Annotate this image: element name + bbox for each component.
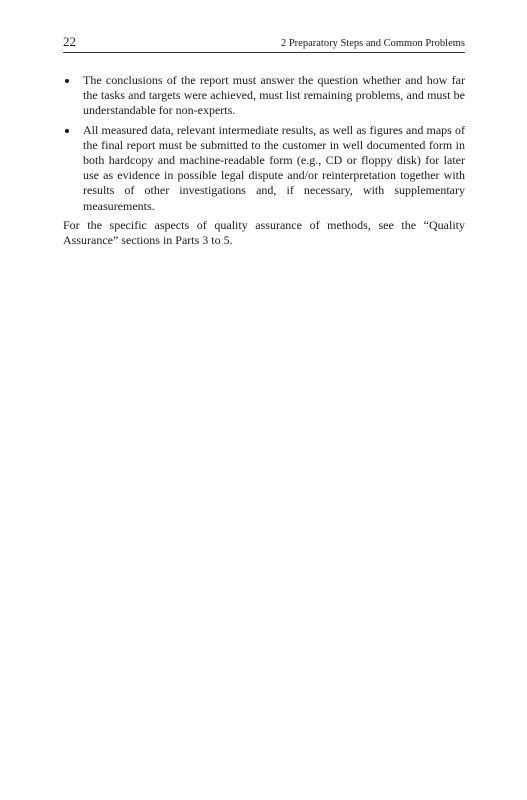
closing-paragraph: For the specific aspects of quality assurance of methods, see the “Quality Assurance” sections in Parts 3 to 5.	[63, 217, 465, 248]
bullet-item	[63, 123, 465, 214]
running-header	[63, 34, 465, 53]
bullet-text: The conclusions of the report must answer the question whether and how far the tasks and targets were achieved, must list remaining problems, and must be understandable for non-experts.	[83, 73, 465, 118]
bullet-icon	[65, 79, 69, 83]
page-number: 22	[63, 34, 76, 49]
book-page	[63, 34, 465, 248]
running-title: 2 Preparatory Steps and Common Problems	[280, 38, 465, 49]
bullet-list	[63, 73, 465, 214]
bullet-item	[63, 73, 465, 119]
bullet-icon	[65, 129, 69, 133]
bullet-text: All measured data, relevant intermediate results, as well as figures and maps of the final report must be submitted to the customer in well documented form in both hardcopy and machine-readable form (e.g., CD or floppy disk) for later use as evidence in possible legal dispute and/or reinterpretation together with results of other investigations and, if necessary, with supplementary measurements.	[83, 122, 465, 213]
